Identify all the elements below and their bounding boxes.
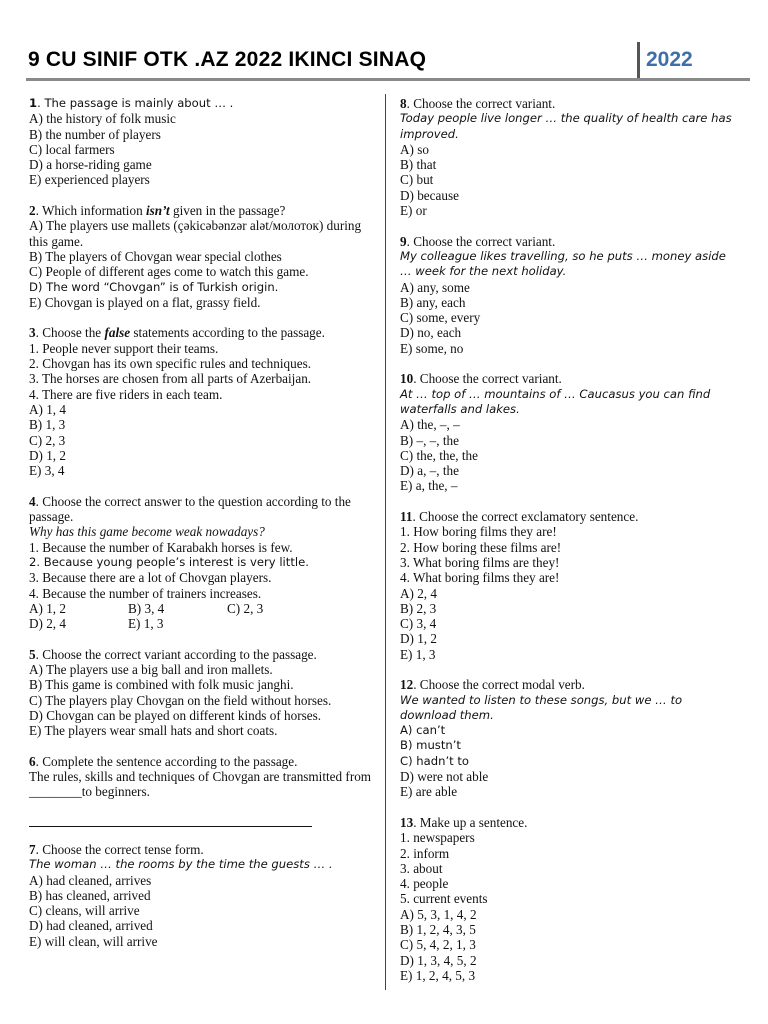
question-3 bbox=[29, 325, 375, 478]
statement: 2. Chovgan has its own specific rules and techniques. bbox=[29, 356, 312, 372]
answer-option[interactable]: B) has cleaned, arrived bbox=[29, 887, 151, 903]
question-stem: 10. Choose the correct variant. bbox=[400, 371, 562, 387]
column-divider bbox=[385, 94, 386, 990]
answer-option[interactable]: C) some, every bbox=[400, 310, 481, 326]
page-title: 9 CU SINIF OTK .AZ 2022 IKINCI SINAQ bbox=[28, 48, 427, 71]
answer-option[interactable]: D) 1, 2 bbox=[400, 631, 437, 647]
answer-option[interactable]: C) People of different ages come to watch this game. bbox=[29, 264, 309, 280]
answer-option[interactable]: E) The players wear small hats and short coats. bbox=[29, 723, 278, 739]
word-item: 1. newspapers bbox=[400, 830, 475, 846]
answer-option[interactable]: D) a, –, the bbox=[400, 463, 459, 479]
question-stem: 1. The passage is mainly about … . bbox=[29, 96, 234, 110]
word-item: 3. about bbox=[400, 860, 443, 876]
header-year: 2022 bbox=[646, 48, 693, 71]
answer-option[interactable]: B) 1, 3 bbox=[29, 417, 66, 433]
question-11 bbox=[400, 509, 740, 662]
statement: 4. What boring films they are! bbox=[400, 570, 560, 586]
answer-option[interactable]: E) a, the, – bbox=[400, 478, 458, 494]
question-prompt: My colleague likes travelling, so he puts … money aside … week for the next holiday. bbox=[400, 248, 726, 279]
answer-option[interactable]: D) The word “Chovgan” is of Turkish origin. bbox=[29, 279, 279, 294]
question-prompt: The woman … the rooms by the time the guests … . bbox=[29, 857, 333, 872]
word-item: 5. current events bbox=[400, 891, 488, 907]
answer-option[interactable]: C) but bbox=[400, 172, 434, 188]
answer-line[interactable] bbox=[29, 826, 312, 827]
answer-option[interactable]: A) any, some bbox=[400, 279, 470, 295]
question-stem: 11. Choose the correct exclamatory sentence. bbox=[400, 509, 639, 525]
answer-option[interactable]: E) Chovgan is played on a flat, grassy field. bbox=[29, 294, 261, 310]
answer-option[interactable]: C) local farmers bbox=[29, 141, 115, 157]
question-body: The rules, skills and techniques of Chovgan are transmitted from ________to beginners. bbox=[29, 769, 372, 800]
question-stem: 7. Choose the correct tense form. bbox=[29, 841, 204, 857]
header-separator bbox=[637, 42, 640, 78]
answer-option[interactable]: B) The players of Chovgan wear special clothes bbox=[29, 248, 282, 264]
answer-option[interactable]: A) had cleaned, arrives bbox=[29, 872, 152, 888]
answer-option[interactable]: D) had cleaned, arrived bbox=[29, 918, 153, 934]
answer-option[interactable]: C) the, the, the bbox=[400, 447, 479, 463]
question-prompt: We wanted to listen to these songs, but we … to download them. bbox=[400, 692, 683, 722]
answer-option[interactable]: D) 2, 4 bbox=[29, 616, 66, 632]
question-5 bbox=[29, 647, 375, 739]
answer-option[interactable]: A) so bbox=[400, 141, 429, 157]
statement: 4. Because the number of trainers increases. bbox=[29, 585, 262, 601]
answer-option[interactable]: E) or bbox=[400, 203, 427, 219]
answer-option[interactable]: A) can’t bbox=[400, 723, 446, 738]
question-6 bbox=[29, 754, 375, 800]
answer-option[interactable]: E) 1, 2, 4, 5, 3 bbox=[400, 967, 476, 983]
answer-option[interactable]: C) 2, 3 bbox=[29, 432, 66, 448]
options-row bbox=[29, 616, 375, 631]
question-prompt: At … top of … mountains of … Caucasus you can find waterfalls and lakes. bbox=[400, 386, 711, 416]
word-item: 2. inform bbox=[400, 845, 450, 861]
answer-option[interactable]: D) Chovgan can be played on different kinds of horses. bbox=[29, 707, 322, 723]
statement: 2. How boring these films are! bbox=[400, 539, 562, 555]
question-stem: 8. Choose the correct variant. bbox=[400, 96, 556, 111]
answer-option[interactable]: A) 5, 3, 1, 4, 2 bbox=[400, 906, 477, 922]
answer-option[interactable]: A) The players use a big ball and iron mallets. bbox=[29, 661, 273, 677]
answer-option[interactable]: E) some, no bbox=[400, 340, 464, 356]
question-stem: 5. Choose the correct variant according to the passage. bbox=[29, 646, 317, 662]
answer-option[interactable]: E) will clean, will arrive bbox=[29, 933, 158, 949]
question-4 bbox=[29, 494, 375, 632]
answer-option[interactable]: A) 1, 2 bbox=[29, 600, 66, 616]
question-prompt: Today people live longer … the quality of health care has improved. bbox=[400, 111, 732, 141]
answer-option[interactable]: E) 1, 3 bbox=[128, 616, 164, 632]
statement: 1. Because the number of Karabakh horses is few. bbox=[29, 539, 293, 555]
answer-option[interactable]: C) 2, 3 bbox=[227, 600, 264, 616]
answer-option[interactable]: C) The players play Chovgan on the field without horses. bbox=[29, 692, 332, 708]
answer-option[interactable]: B) This game is combined with folk music janghi. bbox=[29, 677, 294, 693]
answer-option[interactable]: D) 1, 3, 4, 5, 2 bbox=[400, 952, 477, 968]
answer-option[interactable]: B) that bbox=[400, 157, 437, 173]
answer-option[interactable]: C) cleans, will arrive bbox=[29, 903, 140, 919]
answer-option[interactable]: A) the, –, – bbox=[400, 417, 460, 433]
answer-option[interactable]: B) 1, 2, 4, 3, 5 bbox=[400, 922, 476, 938]
left-column bbox=[29, 96, 375, 964]
answer-option[interactable]: B) 2, 3 bbox=[400, 600, 437, 616]
statement: 1. People never support their teams. bbox=[29, 340, 219, 356]
answer-option[interactable]: E) 1, 3 bbox=[400, 646, 436, 662]
answer-option[interactable]: B) the number of players bbox=[29, 126, 161, 142]
question-10 bbox=[400, 371, 740, 493]
answer-option[interactable]: C) hadn’t to bbox=[400, 753, 470, 768]
answer-option[interactable]: A) 2, 4 bbox=[400, 585, 437, 601]
answer-option[interactable]: A) The players use mallets (çəkicəbənzər alət/молоток) during this game. bbox=[29, 218, 362, 249]
answer-option[interactable]: A) 1, 4 bbox=[29, 401, 66, 417]
statement: 3. Because there are a lot of Chovgan players. bbox=[29, 570, 272, 586]
answer-option[interactable]: C) 3, 4 bbox=[400, 616, 437, 632]
answer-option[interactable]: E) experienced players bbox=[29, 172, 150, 188]
statement: 1. How boring films they are! bbox=[400, 524, 557, 540]
answer-option[interactable]: B) –, –, the bbox=[400, 432, 459, 448]
question-stem: 13. Make up a sentence. bbox=[400, 814, 528, 830]
answer-option[interactable]: B) mustn’t bbox=[400, 738, 461, 753]
question-1 bbox=[29, 96, 375, 188]
question-prompt: Why has this game become weak nowadays? bbox=[29, 524, 265, 540]
answer-option[interactable]: D) a horse-riding game bbox=[29, 157, 152, 173]
answer-option[interactable]: E) are able bbox=[400, 784, 458, 800]
question-2 bbox=[29, 203, 375, 310]
statement: 3. The horses are chosen from all parts of Azerbaijan. bbox=[29, 371, 312, 387]
question-stem: 9. Choose the correct variant. bbox=[400, 233, 556, 249]
statement: 3. What boring films are they! bbox=[400, 554, 560, 570]
question-13 bbox=[400, 815, 740, 983]
answer-option[interactable]: B) any, each bbox=[400, 294, 466, 310]
answer-option[interactable]: D) were not able bbox=[400, 769, 489, 785]
question-7 bbox=[29, 842, 375, 949]
question-stem: 6. Complete the sentence according to the passage. bbox=[29, 753, 298, 769]
right-column bbox=[400, 96, 740, 999]
answer-option[interactable]: D) no, each bbox=[400, 325, 462, 341]
question-stem: 3. Choose the false statements according to the passage. bbox=[29, 325, 325, 341]
question-stem: 4. Choose the correct answer to the question according to the passage. bbox=[29, 493, 351, 525]
statement: 2. Because young people’s interest is very little. bbox=[29, 554, 309, 569]
question-8 bbox=[400, 96, 740, 218]
question-9 bbox=[400, 234, 740, 356]
header-rule bbox=[26, 78, 750, 81]
answer-option[interactable]: C) 5, 4, 2, 1, 3 bbox=[400, 937, 476, 953]
question-stem: 2. Which information isn’t given in the passage? bbox=[29, 203, 286, 219]
answer-option[interactable]: E) 3, 4 bbox=[29, 463, 65, 479]
question-stem: 12. Choose the correct modal verb. bbox=[400, 677, 585, 693]
answer-option[interactable]: A) the history of folk music bbox=[29, 111, 176, 127]
page-header bbox=[0, 0, 768, 90]
options-row bbox=[29, 601, 375, 616]
answer-option[interactable]: D) 1, 2 bbox=[29, 447, 66, 463]
word-item: 4. people bbox=[400, 876, 449, 892]
question-12 bbox=[400, 677, 740, 799]
answer-option[interactable]: B) 3, 4 bbox=[128, 600, 165, 616]
answer-option[interactable]: D) because bbox=[400, 187, 459, 203]
statement: 4. There are five riders in each team. bbox=[29, 386, 223, 402]
